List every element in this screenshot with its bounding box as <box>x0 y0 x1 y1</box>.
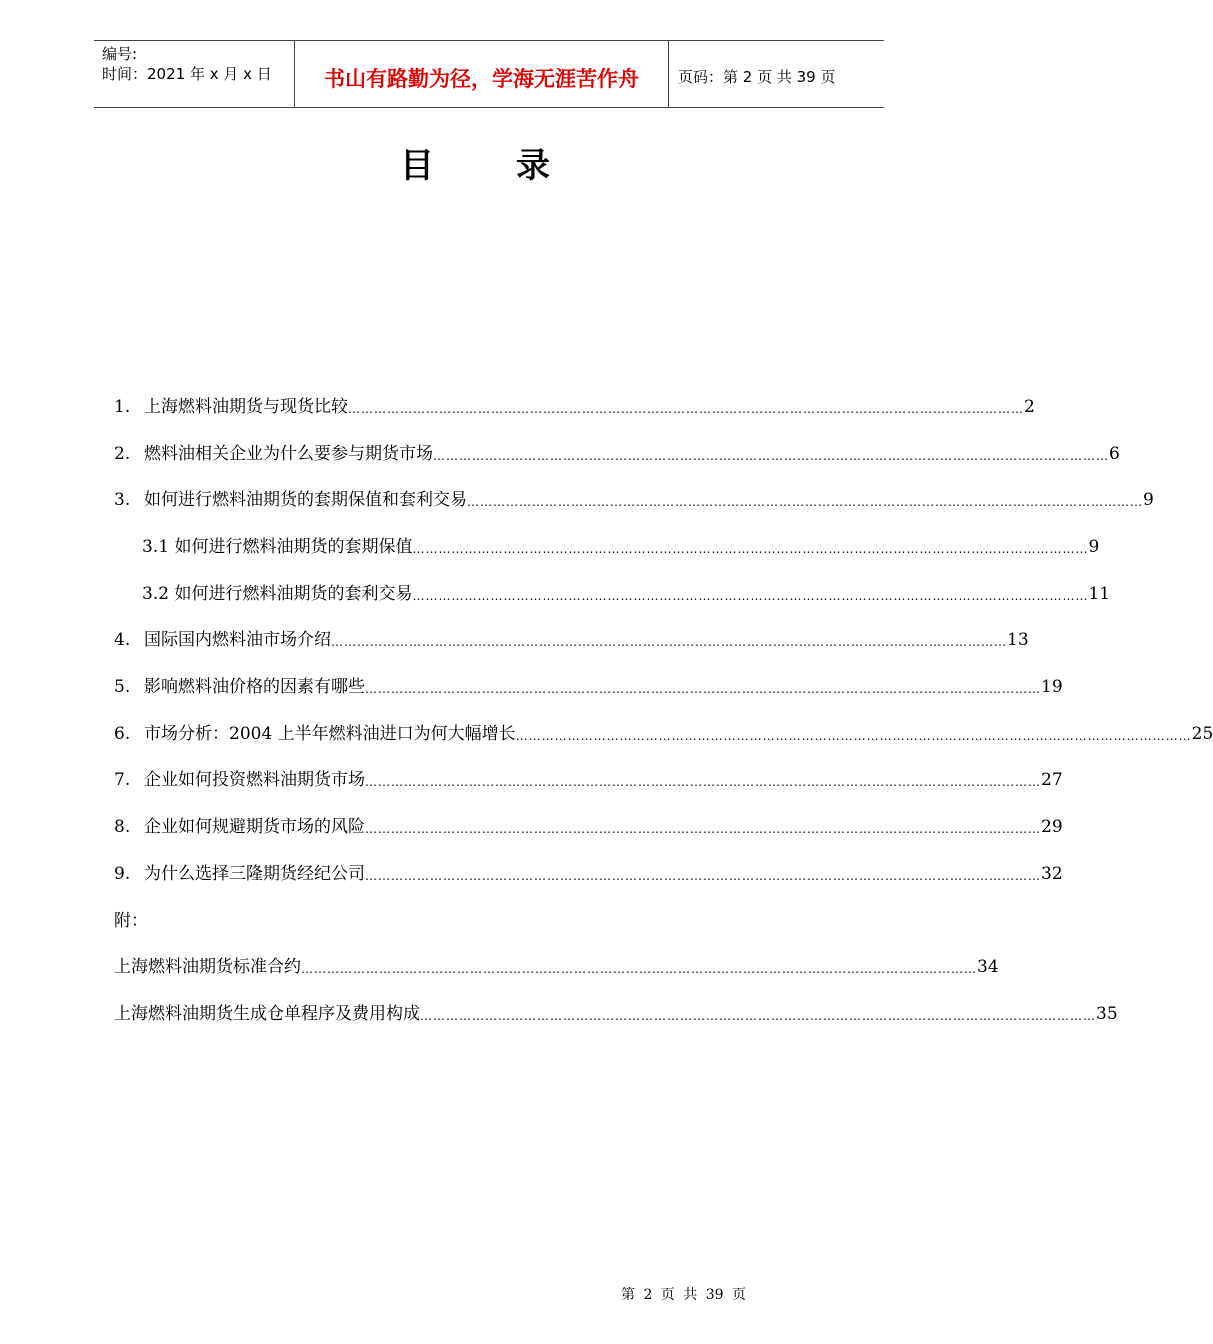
toc-leader: ………………………………………………………………………………………………………………………………………… <box>365 775 1041 789</box>
toc-text: 市场分析：2004 上半年燃料油进口为何大幅增长 <box>144 724 516 744</box>
toc-page: 35 <box>1096 1004 1118 1024</box>
toc-page: 25 <box>1191 724 1213 744</box>
toc-page: 32 <box>1041 864 1063 884</box>
toc-number: 6. <box>114 724 131 744</box>
toc-entry[interactable] <box>114 487 1154 513</box>
toc-leader: ………………………………………………………………………………………………………………………………………… <box>348 402 1024 416</box>
toc-text: 上海燃料油期货生成仓单程序及费用构成 <box>114 1004 420 1024</box>
page-footer: 第 2 页 共 39 页 <box>621 1287 746 1303</box>
toc-text: 上海燃料油期货与现货比较 <box>144 397 348 417</box>
appendix-entry[interactable] <box>114 954 999 980</box>
toc-number: 4. <box>114 630 131 650</box>
toc-entry[interactable] <box>114 721 1213 747</box>
toc-leader: ………………………………………………………………………………………………………………………………………… <box>365 682 1041 696</box>
toc-entry[interactable] <box>114 814 1063 840</box>
header-motto: 书山有路勤为径，学海无涯苦作舟 <box>324 67 639 91</box>
toc-text: 企业如何规避期货市场的风险 <box>144 817 365 837</box>
toc-leader: ………………………………………………………………………………………………………………………………………… <box>412 589 1089 603</box>
toc-number: 3. <box>114 490 131 510</box>
toc-leader: ………………………………………………………………………………………………………………………………………… <box>365 869 1041 883</box>
toc-page: 29 <box>1041 817 1063 837</box>
toc-text: 如何进行燃料油期货的套期保值和套利交易 <box>144 490 467 510</box>
toc-number: 5. <box>114 677 131 697</box>
toc-page: 11 <box>1088 584 1111 604</box>
toc-page: 19 <box>1041 677 1063 697</box>
toc-page: 9 <box>1088 537 1100 557</box>
toc-text: 企业如何投资燃料油期货市场 <box>144 770 365 790</box>
toc-leader: ………………………………………………………………………………………………………………………………………… <box>433 449 1109 463</box>
toc-page: 2 <box>1024 397 1035 417</box>
toc-number: 1. <box>114 397 131 417</box>
toc-number: 9. <box>114 864 131 884</box>
toc-leader: ………………………………………………………………………………………………………………………………………… <box>412 542 1089 556</box>
toc-entry[interactable] <box>114 861 1063 887</box>
toc-text: 为什么选择三隆期货经纪公司 <box>144 864 365 884</box>
toc-entry[interactable] <box>114 767 1063 793</box>
toc-leader: ………………………………………………………………………………………………………………………………………… <box>301 962 977 976</box>
toc-text: 影响燃料油价格的因素有哪些 <box>144 677 365 697</box>
toc-leader: ………………………………………………………………………………………………………………………………………… <box>331 635 1007 649</box>
toc-text: 3.1 如何进行燃料油期货的套期保值 <box>142 537 413 557</box>
toc-number: 7. <box>114 770 131 790</box>
toc-page: 6 <box>1109 444 1120 464</box>
toc-page: 13 <box>1007 630 1029 650</box>
toc-entry[interactable] <box>114 627 1029 653</box>
toc-page: 27 <box>1041 770 1063 790</box>
toc-number: 8. <box>114 817 131 837</box>
page-title: 目录 <box>400 146 632 186</box>
toc-text: 国际国内燃料油市场介绍 <box>144 630 331 650</box>
appendix-entry[interactable] <box>114 1001 1118 1027</box>
serial-label: 编号: <box>102 45 138 63</box>
toc-text: 上海燃料油期货标准合约 <box>114 957 301 977</box>
toc-subentry[interactable] <box>142 581 1111 607</box>
toc-leader: ………………………………………………………………………………………………………………………………………… <box>365 822 1041 836</box>
toc-number: 2. <box>114 444 131 464</box>
time-label: 时间：2021 年 x 月 x 日 <box>102 65 272 83</box>
toc-page: 34 <box>977 957 999 977</box>
toc-entry[interactable] <box>114 674 1063 700</box>
header-page-info: 页码：第 2 页 共 39 页 <box>678 68 836 86</box>
toc-entry[interactable] <box>114 441 1120 467</box>
toc-leader: ………………………………………………………………………………………………………………………………………… <box>420 1009 1096 1023</box>
toc-page: 9 <box>1143 490 1154 510</box>
toc-subentry[interactable] <box>142 534 1100 560</box>
toc-text: 燃料油相关企业为什么要参与期货市场 <box>144 444 433 464</box>
appendix-label: 附： <box>114 911 148 931</box>
toc-text: 3.2 如何进行燃料油期货的套利交易 <box>142 584 413 604</box>
toc-entry[interactable] <box>114 394 1035 420</box>
toc-leader: ………………………………………………………………………………………………………………………………………… <box>467 495 1143 509</box>
toc-leader: ………………………………………………………………………………………………………………………………………… <box>515 729 1192 743</box>
